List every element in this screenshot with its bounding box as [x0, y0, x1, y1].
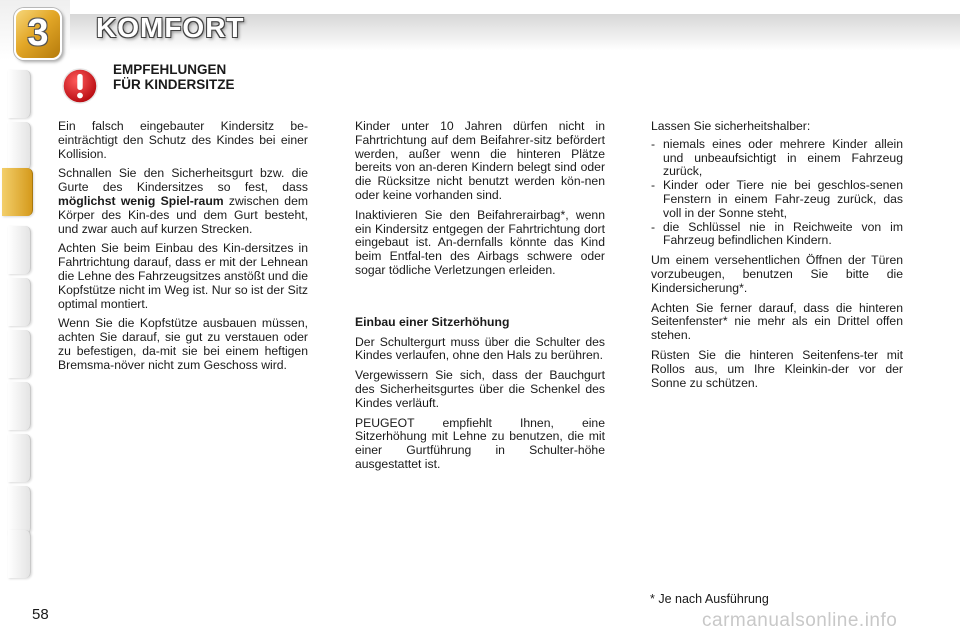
paragraph-text: zwischen dem Körper des Kin-des und dem Gurt besteht, und zwar auch auf kurzen Strecken.: [58, 193, 308, 236]
paragraph-text: Schnallen Sie den Sicherheitsgurt bzw. die Gurte des Kindersitzes so fest, dass: [58, 166, 308, 195]
paragraph: Achten Sie beim Einbau des Kin-dersitzes in Fahrtrichtung darauf, dass er mit der Lehnean die Lehne des Fahrzeugsitzes anstößt und die Kopfstütze nicht im Weg ist. Nur so ist der Sitz optimal montiert.: [58, 241, 309, 311]
thumb-tab: [8, 226, 31, 274]
paragraph: Der Schultergurt muss über die Schulter des Kindes verlaufen, ohne den Hals zu berühren.: [355, 334, 605, 363]
thumb-tab: [8, 486, 31, 534]
paragraph: Wenn Sie die Kopfstütze ausbauen müssen, achten Sie darauf, sie gut zu verstauen oder zu befestigen, da-mit sie bei einem heftigen Bremsma-növer nicht zum Geschoss wird.: [58, 316, 308, 372]
thumb-tab-active: [2, 168, 33, 216]
list-item: - niemals eines oder mehrere Kinder allein und unbeaufsichtigt in einem Fahrzeug zurück,: [651, 138, 903, 179]
list-item: - die Schlüssel nie in Reichweite von im Fahrzeug befindlichen Kindern.: [651, 221, 903, 249]
list-item: - Kinder oder Tiere nie bei geschlos-senen Fenstern in einem Fahr-zeug zurück, das voll in der Sonne steht,: [651, 179, 903, 220]
paragraph: Vergewissern Sie sich, dass der Bauchgurt des Sicherheitsgurtes über die Schenkel des Kindes verläuft.: [355, 368, 605, 410]
thumb-tab: [8, 434, 31, 482]
thumb-tab: [8, 530, 31, 578]
paragraph: [58, 167, 308, 236]
thumb-tab: [8, 122, 31, 170]
text-column-2: [355, 120, 605, 478]
text-column-3: [651, 120, 903, 396]
paragraph: Achten Sie ferner darauf, dass die hinteren Seitenfenster* nie mehr als ein Drittel offen stehen.: [651, 300, 903, 343]
text-column-1: [58, 120, 308, 379]
list-intro: Lassen Sie sicherheitshalber:: [651, 119, 811, 133]
chapter-number: 3: [27, 12, 49, 54]
page-header: [0, 0, 960, 60]
section-title-line1: EMPFEHLUNGEN: [113, 62, 227, 77]
paragraph: Ein falsch eingebauter Kindersitz be-einträchtigt den Schutz des Kindes bei einer Kollision.: [58, 119, 308, 161]
paragraph: Kinder unter 10 Jahren dürfen nicht in Fahrtrichtung auf dem Beifahrer-sitz befördert werden, außer wenn die hinteren Plätze bereits von an-deren Kindern belegt sind oder die Rücksitze nicht benutzt werden kön-nen oder keine vorhanden sind.: [355, 119, 605, 202]
footnote: * Je nach Ausführung: [650, 592, 769, 606]
thumb-index: [0, 60, 34, 580]
paragraph-emphasis: möglichst wenig Spiel-raum: [58, 193, 224, 208]
subheading: Einbau einer Sitzerhöhung: [355, 314, 510, 329]
thumb-tab: [8, 278, 31, 326]
thumb-tab: [8, 330, 31, 378]
chapter-title: KOMFORT: [96, 12, 245, 43]
exclamation-warning-icon: [62, 68, 98, 104]
page-number: 58: [32, 606, 49, 623]
paragraph: Rüsten Sie die hinteren Seitenfens-ter mit Rollos aus, um Ihre Kleinkin-der vor der Sonne zu schützen.: [651, 347, 903, 390]
chapter-badge: [14, 8, 62, 60]
section-title: [113, 62, 235, 92]
paragraph: Inaktivieren Sie den Beifahrerairbag*, wenn ein Kindersitz entgegen der Fahrtrichtung dort eingebaut ist. An-dernfalls könnte das Kind beim Entfal-ten des Airbags schwere oder sogar tödliche Verletzungen erleiden.: [355, 207, 605, 277]
thumb-tab: [8, 382, 31, 430]
paragraph: Um einem versehentlichen Öffnen der Türen vorzubeugen, benutzen Sie bitte die Kindersicherung*.: [651, 253, 903, 295]
paragraph: PEUGEOT empfiehlt Ihnen, eine Sitzerhöhung mit Lehne zu benutzen, die mit einer Gurtführung in Schulter-höhe ausgestattet ist.: [355, 415, 605, 471]
thumb-tab: [8, 70, 31, 118]
section-title-line2: FÜR KINDERSITZE: [113, 77, 235, 92]
watermark: carmanualsonline.info: [702, 610, 898, 631]
